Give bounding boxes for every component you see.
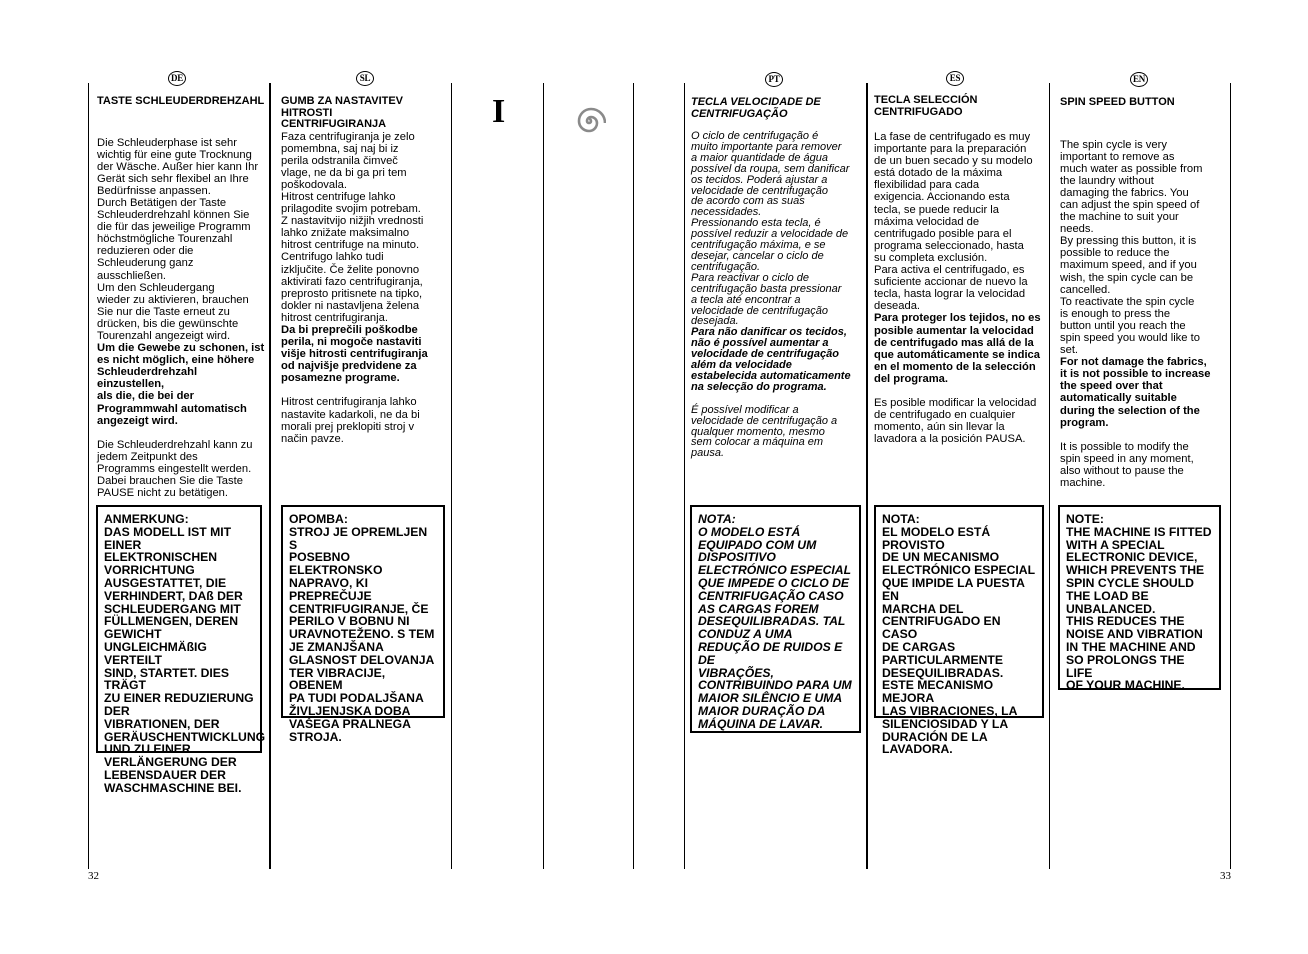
language-badge-es: ES	[946, 71, 964, 86]
body-text: It is possible to modify the spin speed in any moment, also without to pause the machine.	[1060, 440, 1194, 490]
column-sl	[281, 96, 447, 445]
body-text: La fase de centrifugado es muy importante para la preparación de un buen secado y su modelo está dotado de la máxima flexibilidad para cada exigencia. Accionando esta tecla, se puede reducir la máxima velocidad de centrifugado posible para el programa seleccionado, hasta su completa exclusión. Para activa el centrifugado, es suficiente accionar de nuevo la tecla, hasta lograr la velocidad deseada.	[874, 131, 1033, 313]
body-text: Hitrost centrifugiranja lahko nastavite kadarkoli, ne da bi morali prej preklopiti stroj v način pavze.	[281, 396, 420, 445]
body-text: Die Schleuderdrehzahl kann zu jedem Zeitpunkt des Programms eingestellt werden. Dabei brauchen Sie die Taste PAUSE nicht zu betätigen.	[97, 438, 253, 500]
language-badge-pt: PT	[765, 72, 783, 87]
note-box: NOTE: THE MACHINE IS FITTED WITH A SPECIAL ELECTRONIC DEVICE, WHICH PREVENTS THE SPIN CYCLE SHOULD THE LOAD BE UNBALANCED. THIS REDUCES THE NOISE AND VIBRATION IN THE MACHINE AND SO PROLONGS THE LIFE OF YOUR MACHINE.	[1058, 505, 1221, 690]
column-divider	[633, 83, 634, 869]
page-number-right: 33	[1220, 870, 1231, 882]
column-es	[874, 95, 1046, 445]
section-heading: TECLA VELOCIDADE DE CENTRIFUGAÇÃO	[691, 96, 821, 120]
language-badge-de: DE	[168, 71, 186, 86]
body-text: É possível modificar a velocidade de centrifugação a qualquer momento, mesmo sem colocar a máquina em pausa.	[691, 403, 838, 460]
note-box: ANMERKUNG: DAS MODELL IST MIT EINER ELEKTRONISCHEN VORRICHTUNG AUSGESTATTET, DIE VERHINDERT, DAß DER SCHLEUDERGANG MIT FÜLLMENGEN, DEREN GEWICHT UNGLEICHMÄßIG VERTEILT SIND, STARTET. DIES TRÄGT ZU EINER REDUZIERUNG DER VIBRATIONEN, DER GERÄUSCHENTWICKLUNG UND ZU EINER VERLÄNGERUNG DER LEBENSDAUER DER WASCHMASCHINE BEI.	[96, 505, 262, 753]
body-text-bold: Para proteger los tejidos, no es posible aumentar la velocidad de centrifugado mas allá de la que automáticamente se indica en el momento de la selección del programa.	[874, 312, 1041, 385]
language-badge-en: EN	[1130, 72, 1148, 87]
body-text-bold: Para não danificar os tecidos, não é possível aumentar a velocidade de centrifugação além da velocidade estabelecida automaticamente na selecção do programa.	[691, 326, 851, 393]
section-heading: SPIN SPEED BUTTON	[1060, 96, 1175, 108]
column-divider	[543, 83, 544, 869]
column-divider	[1230, 83, 1231, 869]
column-divider	[88, 83, 89, 869]
section-heading: TECLA SELECCIÓN CENTRIFUGADO	[874, 94, 978, 118]
column-divider	[866, 83, 868, 869]
body-text-bold: For not damage the fabrics, it is not possible to increase the speed over that automatically suitable during the selection of the program.	[1060, 356, 1211, 429]
body-text: Es posible modificar la velocidad de centrifugado en cualquier momento, aún sin llevar la lavadora a la posición PAUSA.	[874, 396, 1037, 446]
body-text: Faza centrifugiranja je zelo pomembna, saj naj bi iz perila odstranila čimveč vlage, ne da bi ga pri tem poškodovala. Hitrost centrifuge lahko prilagodite svojim potrebam. Z nastavitvijo nižjih vrednosti lahko znižate maksimalno hitrost centrifuge na minuto. Centrifugo lahko tudi izključite. Če želite ponovno aktivirati fazo centrifugiranja, preprosto pritisnete na tipko, dokler ni nastavljena želena hitrost centrifugiranja.	[281, 130, 424, 324]
page-number-left: 32	[88, 870, 99, 882]
column-divider	[269, 83, 271, 869]
column-divider	[1049, 83, 1050, 869]
column-pt	[691, 97, 861, 459]
body-text: The spin cycle is very important to remove as much water as possible from the laundry without damaging the fabrics. You can adjust the spin speed of the machine to suit your needs. By pressing this button, it is possible to reduce the maximum speed, and if you wish, the spin cycle can be cancelled. To reactivate the spin cycle is enough to press the button until you reach the spin speed you would like to set.	[1060, 138, 1203, 357]
spin-icon	[572, 104, 606, 138]
column-en	[1060, 97, 1226, 489]
body-text: O ciclo de centrifugação é muito importante para remover a maior quantidade de água possível da roupa, sem danificar os tecidos. Poderá ajustar a velocidade de centrifugação de acordo com as suas necessidades. Pressionando esta tecla, é possível reduzir a velocidade de centrifugação máxima, e se desejar, cancelar o ciclo de centrifugação. Para reactivar o ciclo de centrifugação basta pressionar a tecla até encontrar a velocidade de centrifugação desejada.	[691, 130, 850, 328]
section-heading: TASTE SCHLEUDERDREHZAHL	[97, 95, 265, 107]
section-heading: GUMB ZA NASTAVITEV HITROSTI CENTRIFUGIRANJA	[281, 95, 404, 130]
body-text-bold: Da bi preprečili poškodbe perila, ni mogoče nastaviti višje hitrosti centrifugiranja od najvišje predvidene za posamezne programe.	[281, 324, 428, 385]
column-de	[97, 96, 267, 499]
body-text: Die Schleuderphase ist sehr wichtig für eine gute Trocknung der Wäsche. Außer hier kann Ihr Gerät sich sehr flexibel an Ihre Bedürfnisse anpassen. Durch Betätigen der Taste Schleuderdrehzahl können Sie die für das jeweilige Programm höchstmögliche Tourenzahl reduzieren oder die Schleuderung ganz ausschließen. Um den Schleudergang wieder zu aktivieren, brauchen Sie nur die Taste erneut zu drücken, bis die gewünschte Tourenzahl angezeigt wird.	[97, 136, 259, 342]
note-box: NOTA: EL MODELO ESTÁ PROVISTO DE UN MECANISMO ELECTRÓNICO ESPECIAL QUE IMPIDE LA PUESTA EN MARCHA DEL CENTRIFUGADO EN CASO DE CARGAS PARTICULARMENTE DESEQUILIBRADAS. ESTE MECANISMO MEJORA LAS VIBRACIONES, LA SILENCIOSIDAD Y LA DURACIÓN DE LA LAVADORA.	[874, 505, 1044, 718]
column-divider	[684, 83, 685, 869]
note-box: NOTA: O MODELO ESTÁ EQUIPADO COM UM DISPOSITIVO ELECTRÓNICO ESPECIAL QUE IMPEDE O CICLO DE CENTRIFUGAÇÃO CASO AS CARGAS FOREM DESEQUILIBRADAS. TAL CONDUZ A UMA REDUÇÃO DE RUIDOS E DE VIBRAÇÕES, CONTRIBUINDO PARA UM MAIOR SILÊNCIO E UMA MAIOR DURAÇÃO DA MÁQUINA DE LAVAR.	[690, 505, 861, 733]
section-marker: I	[492, 93, 506, 130]
column-divider	[451, 83, 452, 869]
note-box: OPOMBA: STROJ JE OPREMLJEN S POSEBNO ELEKTRONSKO NAPRAVO, KI PREPREČUJE CENTRIFUGIRANJE, ČE PERILO V BOBNU NI URAVNOTEŽENO. S TEM JE ZMANJŠANA GLASNOST DELOVANJA TER VIBRACIJE, OBENEM PA TUDI PODALJŠANA ŽIVLJENJSKA DOBA VAŠEGA PRALNEGA STROJA.	[281, 505, 445, 718]
language-badge-sl: SL	[356, 71, 374, 86]
body-text-bold: Um die Gewebe zu schonen, ist es nicht möglich, eine höhere Schleuderdrehzahl einzustellen, als die, die bei der Programmwahl automatisch angezeigt wird.	[97, 342, 265, 427]
